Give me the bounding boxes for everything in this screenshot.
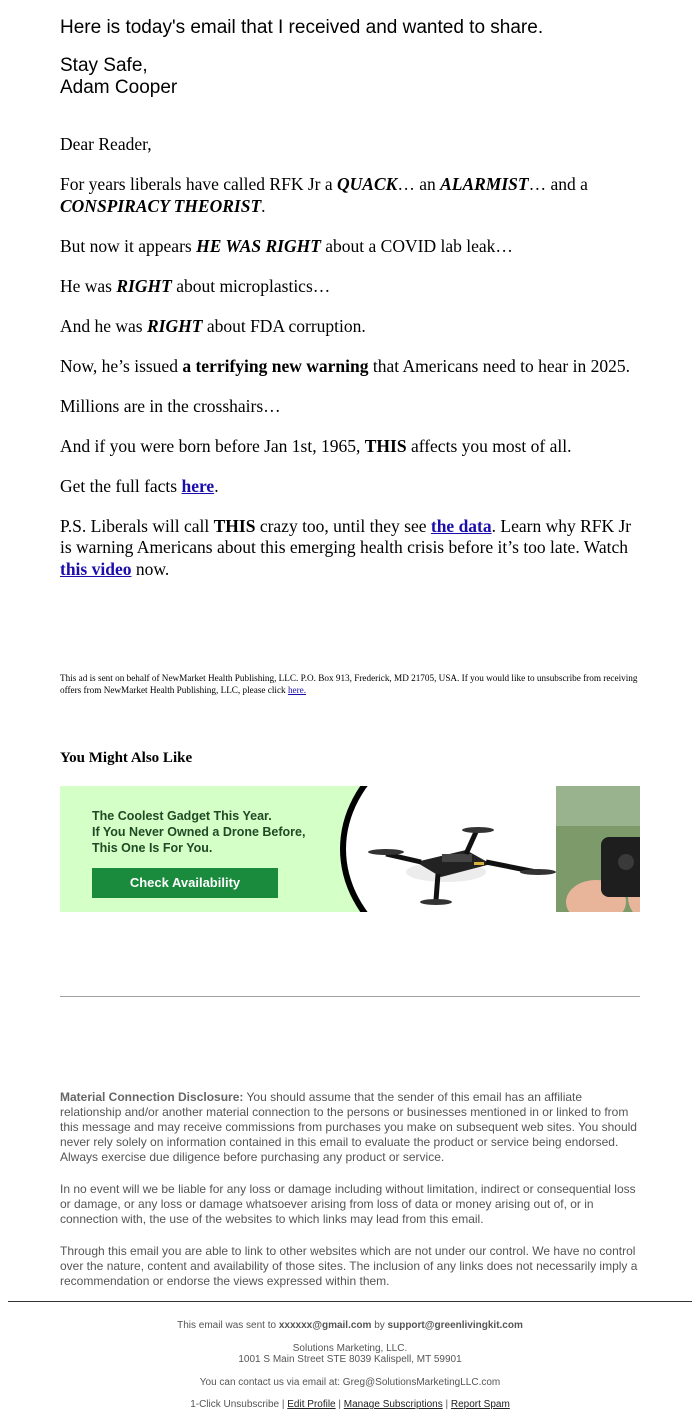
check-availability-button[interactable]: Check Availability [92,868,278,898]
disclosure-paragraph-3: Through this email you are able to link to other websites which are not under our control. We have no control over the nature, content and availability of those sites. The inclusion of any links does not necessarily imply a recommendation or endorse the views expressed within them. [60,1244,638,1288]
separator: | [279,1399,288,1410]
ps-text-d: now. [131,558,170,579]
banner-line-1: The Coolest Gadget This Year. [92,809,272,823]
ps-text-a: P.S. Liberals will call [60,515,214,536]
contact-line: You can contact us via email at: Greg@SolutionsMarketingLLC.com [199,1376,501,1388]
greeting: Dear Reader, [60,134,152,154]
letter-body [60,134,640,599]
company-name: Solutions Marketing, LLC. [292,1342,408,1354]
sent-text-b: by [371,1320,388,1331]
edit-profile-link[interactable]: Edit Profile [287,1399,336,1410]
drone-icon [346,786,640,912]
report-spam-link[interactable]: Report Spam [450,1399,510,1410]
here-link[interactable]: here [181,475,215,496]
intro-signoff: Stay Safe, [60,55,148,76]
unsubscribe-here-link[interactable]: here. [287,685,307,695]
paragraph-8 [60,476,640,498]
p2-text-a: But now it appears [60,235,197,256]
p5-warning: a terrifying new warning [182,355,369,376]
p3-text-a: He was [60,275,117,296]
intro-section [60,17,640,99]
sent-text-a: This email was sent to [177,1320,279,1331]
you-might-also-like-heading: You Might Also Like [60,750,193,766]
p5-text-b: that Americans need to hear in 2025. [368,355,630,376]
p8-text-b: . [214,475,219,496]
paragraph-2 [60,236,640,258]
disclosure-section [60,1090,640,1306]
paragraph-7 [60,436,640,458]
p7-this: THIS [364,435,407,456]
p1-alarmist: ALARMIST [440,174,529,194]
p4-text-b: about FDA corruption. [202,315,366,336]
p8-text-a: Get the full facts [60,475,182,496]
disclosure-paragraph-2: In no event will we be liable for any loss or damage including without limitation, indirect or consequential loss or damage, or any loss or damage whatsoever arising from loss of data or money arising out of, or in connection with, the use of the websites to which links may lead from this email. [60,1182,636,1226]
ad-disclaimer [60,672,640,696]
disclosure-paragraph-1 [60,1090,640,1165]
postscript [60,516,640,581]
paragraph-1 [60,174,640,217]
footer [0,1320,700,1422]
disclosure-text-1: You should assume that the sender of this email has an affiliate relationship and/or another material connection to the persons or businesses mentioned in or linked to from this message and may receive commissions from purchases you make on subsequent web sites. You should never rely solely on information contained in this email to evaluate the product or service being endorsed. Always exercise due diligence before purchasing any product or service. [60,1090,637,1164]
ps-text-b: crazy too, until they see [255,515,431,536]
p1-quack: QUACK [337,174,398,194]
p1-text-d: . [261,195,266,216]
drone-photo [346,786,640,912]
p2-right: HE WAS RIGHT [196,235,321,256]
intro-line: Here is today's email that I received and wanted to share. [60,17,544,38]
footer-divider [8,1301,692,1302]
recipient-email: xxxxxx@gmail.com [278,1320,372,1331]
one-click-unsubscribe[interactable]: 1-Click Unsubscribe [190,1399,280,1410]
ps-text-c: . Learn why RFK Jr is warning Americans about this emerging health crisis before it’s too late. Watch [60,515,632,557]
ad-disclaimer-text: This ad is sent on behalf of NewMarket Health Publishing, LLC. P.O. Box 913, Frederick, MD 21705, USA. If you would like to unsubscribe from receiving offers from NewMarket Health Publishing, LLC, please click [60,673,638,695]
manage-subscriptions-link[interactable]: Manage Subscriptions [343,1399,443,1410]
p1-text-b: … an [397,174,441,194]
paragraph-5 [60,356,640,378]
sender-email: support@greenlivingkit.com [387,1320,523,1331]
banner-line-2: If You Never Owned a Drone Before, [92,825,306,839]
separator: | [335,1399,344,1410]
intro-name: Adam Cooper [60,77,178,98]
p4-text-a: And he was [60,315,147,336]
drone-ad-banner[interactable] [60,786,640,912]
p5-text-a: Now, he’s issued [60,355,183,376]
divider [60,996,640,997]
p1-text-a: For years liberals have called RFK Jr a [60,174,338,194]
paragraph-6: Millions are in the crosshairs… [60,395,281,416]
p1-text-c: … and a [528,174,588,194]
p7-text-b: affects you most of all. [406,435,572,456]
company-address [0,1343,700,1366]
footer-links [0,1399,700,1411]
p7-text-a: And if you were born before Jan 1st, 1965, [60,435,365,456]
the-data-link[interactable]: the data [430,515,492,536]
this-video-link[interactable]: this video [60,558,132,579]
p4-right: RIGHT [147,315,203,336]
paragraph-3 [60,276,640,298]
ps-this: THIS [213,515,256,536]
p3-text-b: about microplastics… [171,275,331,296]
banner-headline [92,808,305,856]
street-address: 1001 S Main Street STE 8039 Kalispell, MT 59901 [238,1354,462,1365]
p2-text-b: about a COVID lab leak… [320,235,513,256]
p1-conspiracy: CONSPIRACY THEORIST [60,195,262,216]
sent-to-line [0,1320,700,1332]
disclosure-label: Material Connection Disclosure: [60,1090,244,1104]
banner-line-3: This One Is For You. [92,841,213,855]
paragraph-4 [60,316,640,338]
separator: | [442,1399,451,1410]
p3-right: RIGHT [116,275,172,296]
